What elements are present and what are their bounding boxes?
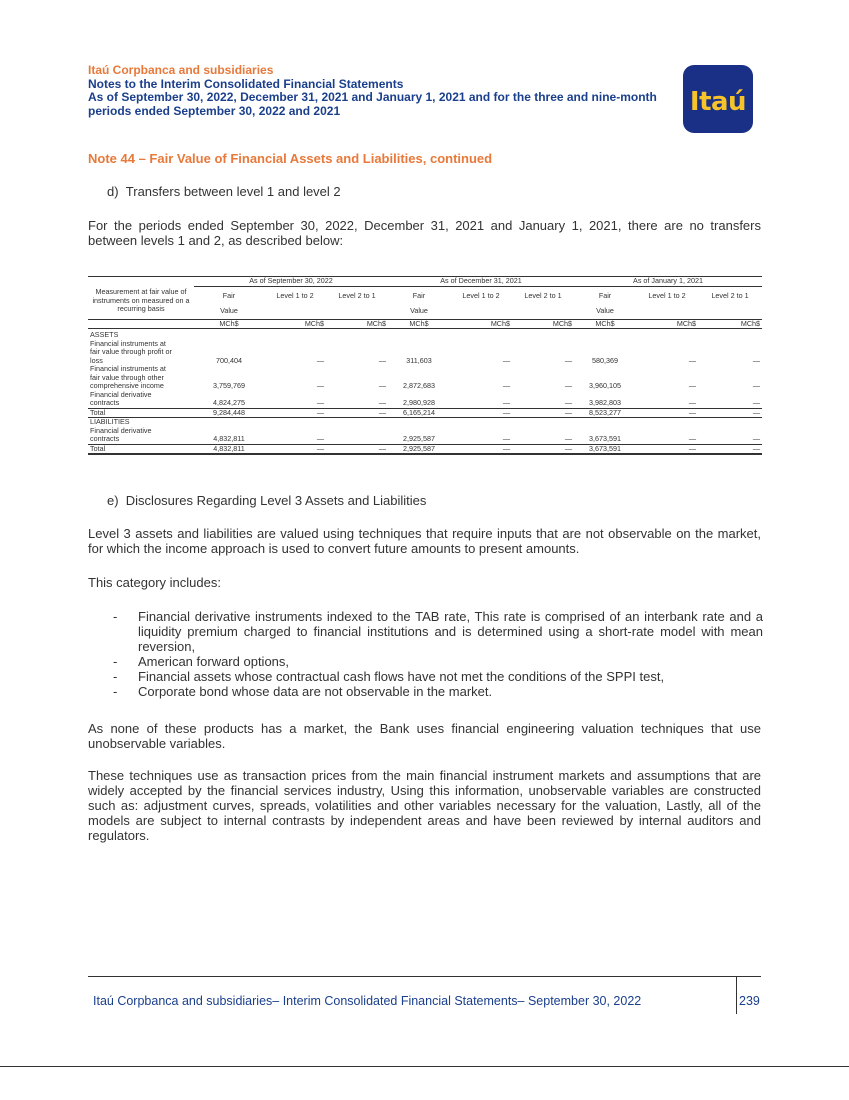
row-label: contracts [90,434,120,443]
unit-cell: MCh$ [326,319,388,329]
cell: — [264,444,326,454]
row-header-label: Measurement at fair value of instruments on measured on a recurring basis [88,277,194,320]
list-item: - Financial derivative instruments indexed to the TAB rate, This rate is comprised of an interbank rate and a liquidity premium charged to financial institutions and is determined using a short-rate model with mean reversion, [113,609,763,654]
cell: — [564,381,573,390]
unit-cell: MCh$ [450,319,512,329]
cell: 4,832,811 [194,444,264,454]
cell: — [316,398,324,407]
liabilities-total-row [88,444,762,454]
cell: — [378,398,386,407]
unit-cell: MCh$ [388,319,450,329]
row-label: loss [90,355,103,365]
assets-label: ASSETS [90,330,119,339]
cell: — [636,408,698,418]
list-item: - Financial assets whose contractual cash flows have not met the conditions of the SPPI test, [113,669,763,684]
table-row [88,340,762,349]
cell: — [698,444,762,454]
unit-cell: MCh$ [264,319,326,329]
fair-value-transfers-table [88,276,762,455]
cell: 3,673,591 [589,434,621,443]
cell: 580,369 [592,355,618,365]
group-header-sep-2022: As of September 30, 2022 [194,277,388,287]
company-name: Itaú Corpbanca and subsidiaries [88,63,274,77]
assets-total-row [88,408,762,418]
table-row [88,382,762,391]
col-level-2-to-1: Level 2 to 1 [524,290,562,300]
cell: 3,960,105 [589,381,621,390]
document-header [88,64,668,118]
cell: 311,603 [406,355,432,365]
list-item: - American forward options, [113,654,763,669]
unit-cell: MCh$ [574,319,636,329]
footer-vertical-divider [736,976,737,1014]
cell: 2,872,683 [403,381,435,390]
cell: — [326,444,388,454]
cell: 3,673,591 [574,444,636,454]
category-list [113,609,763,699]
logo-text: Itaú [689,87,747,117]
unit-cell: MCh$ [512,319,574,329]
cell: — [502,381,510,390]
col-value: Value [596,306,614,315]
list-item: - Corporate bond whose data are not observable in the market. [113,684,763,699]
cell: — [502,398,510,407]
cell: 2,925,587 [403,434,435,443]
header-line-2: As of September 30, 2022, December 31, 2021 and January 1, 2021 and for the three and nine-month periods ended September 30, 2022 and 2021 [88,90,657,118]
cell: — [326,408,388,418]
unit-row [88,319,762,329]
cell: — [264,408,326,418]
table-row [88,365,762,374]
col-fair: Fair [598,290,612,300]
page-number: 239 [739,994,760,1008]
section-e-heading: e) Disclosures Regarding Level 3 Assets and Liabilities [107,493,427,508]
cell: 6,165,214 [388,408,450,418]
footer-text: Itaú Corpbanca and subsidiaries– Interim Consolidated Financial Statements– September 30, 2022 [93,994,642,1008]
cell: — [512,408,574,418]
cell: 8,523,277 [574,408,636,418]
row-label: Financial derivative [90,389,152,399]
cell: 4,832,811 [213,434,245,443]
cell: — [450,408,512,418]
col-fair: Fair [412,290,426,300]
col-level-1-to-2: Level 1 to 2 [462,290,500,300]
cell: — [564,398,573,407]
cell: — [378,355,386,365]
cell: — [316,355,324,365]
row-label: fair value through profit or [90,347,172,356]
group-header-jan-2021: As of January 1, 2021 [574,277,762,287]
col-level-2-to-1: Level 2 to 1 [711,290,749,300]
level3-paragraph: Level 3 assets and liabilities are valued using techniques that require inputs that are not observable on the market, for which the income approach is used to convert future amounts to present amounts. [88,526,761,556]
liabilities-label: LIABILITIES [90,417,130,426]
row-label: Financial derivative [90,425,152,435]
row-label: contracts [90,398,120,407]
table-row [88,357,762,366]
row-label: Total [88,444,194,454]
cell: — [688,398,697,407]
col-value: Value [410,306,428,315]
techniques-paragraph: These techniques use as transaction prices from the main financial instrument markets and assumptions that are widely accepted by the financial services industry, Using this information, unobservable variables are constructed such as: adjustment curves, spreads, volatilities and other variables necessary for the valuation, Lastly, all of the models are subject to internal contrasts by independent areas and have been reviewed by internal auditors and regulators. [88,768,761,843]
cell: — [688,434,697,443]
col-level-2-to-1: Level 2 to 1 [338,290,376,300]
category-paragraph: This category includes: [88,575,221,590]
cell: — [502,434,510,443]
cell: 2,980,928 [403,398,435,407]
itau-logo [683,65,753,133]
table-row [88,399,762,408]
cell: — [378,381,386,390]
cell: — [512,444,574,454]
row-label: comprehensive income [90,381,164,390]
cell: 9,284,448 [194,408,264,418]
cell: — [564,355,573,365]
col-level-1-to-2: Level 1 to 2 [276,290,314,300]
cell [326,435,388,444]
header-line-1: Notes to the Interim Consolidated Financial Statements [88,76,404,91]
liabilities-section-row [88,418,762,427]
row-label: Financial instruments at [90,364,166,373]
unit-cell: MCh$ [194,319,264,329]
cell: — [698,408,762,418]
row-label: Financial instruments at [90,338,166,348]
cell: — [752,398,761,407]
cell: — [688,355,697,365]
cell: — [752,355,761,365]
cell: — [688,381,697,390]
unit-cell: MCh$ [636,319,698,329]
note-title: Note 44 – Fair Value of Financial Assets and Liabilities, continued [88,151,493,166]
cell: 3,982,803 [589,398,621,407]
cell: 3,759,769 [213,381,245,390]
cell: 700,404 [216,355,242,365]
page-bottom-edge [0,1066,849,1067]
cell: — [752,381,761,390]
footer-divider [88,976,761,977]
row-label: fair value through other [90,372,164,382]
section-d-heading: d) Transfers between level 1 and level 2 [107,184,341,199]
unit-cell: MCh$ [698,319,762,329]
no-market-paragraph: As none of these products has a market, the Bank uses financial engineering valuation techniques that use unobservable variables. [88,721,761,751]
group-header-dec-2021: As of December 31, 2021 [388,277,574,287]
cell: — [564,434,573,443]
cell: — [636,444,698,454]
col-fair: Fair [222,290,236,300]
assets-section-row [88,329,762,340]
col-value: Value [220,306,238,315]
row-label: Total [88,408,194,418]
transfers-paragraph: For the periods ended September 30, 2022, December 31, 2021 and January 1, 2021, there are no transfers between levels 1 and 2, as described below: [88,218,761,248]
cell: — [502,355,510,365]
cell: — [450,444,512,454]
col-level-1-to-2: Level 1 to 2 [648,290,686,300]
cell: — [316,434,324,443]
cell: 2,925,587 [388,444,450,454]
cell: 4,824,275 [213,398,245,407]
cell: — [752,434,761,443]
table-row [88,435,762,444]
table-group-header-row [88,277,762,287]
cell: — [316,381,324,390]
